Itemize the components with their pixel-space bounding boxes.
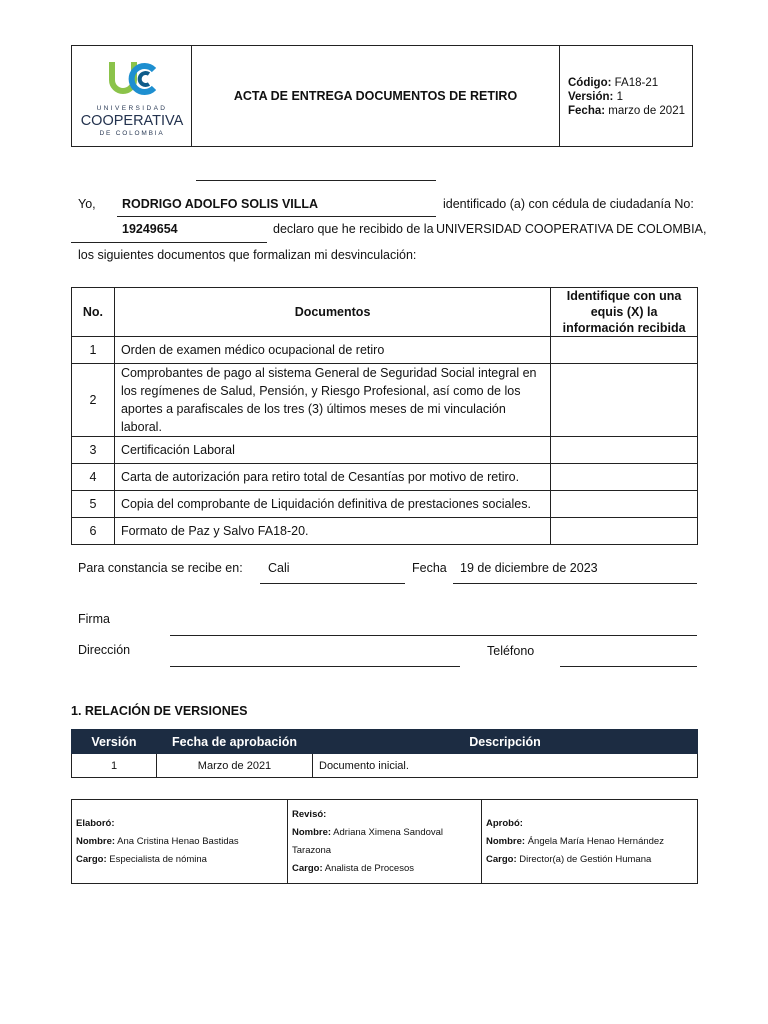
direccion-label: Dirección — [78, 643, 131, 657]
name-underline — [117, 216, 436, 217]
meta-version: Versión: 1 — [568, 91, 623, 103]
elaboro-title: Elaboró: — [76, 817, 115, 829]
table-row — [72, 337, 698, 364]
table-row — [72, 491, 698, 518]
aprobo-nombre: Nombre: Ángela María Henao Hernández — [486, 835, 664, 847]
employee-name[interactable]: RODRIGO ADOLFO SOLIS VILLA — [122, 197, 319, 211]
table-row — [72, 437, 698, 464]
versions-section-title: 1. RELACIÓN DE VERSIONES — [71, 704, 248, 718]
reviso-nombre: Nombre: Adriana Ximena Sandoval Tarazona — [292, 826, 444, 856]
reviso-cargo: Cargo: Analista de Procesos — [292, 862, 414, 874]
elaboro-nombre: Nombre: Ana Cristina Henao Bastidas — [76, 835, 239, 847]
logo-text-de-colombia: DE COLOMBIA — [99, 130, 165, 137]
documents-table — [71, 287, 698, 545]
row-number: 3 — [72, 437, 115, 464]
institution-name: UNIVERSIDAD COOPERATIVA DE COLOMBIA, — [436, 222, 707, 236]
firma-line[interactable] — [170, 635, 697, 636]
row-number: 5 — [72, 491, 115, 518]
table-row — [72, 464, 698, 491]
approval-table — [71, 799, 698, 884]
reviso-title: Revisó: — [292, 808, 327, 820]
col-fecha-aprobacion-header: Fecha de aprobación — [157, 730, 313, 754]
row-document: Certificación Laboral — [114, 437, 550, 464]
document-meta — [560, 46, 692, 146]
table-row — [72, 518, 698, 545]
row-mark-cell[interactable] — [551, 337, 698, 364]
cedula-underline — [71, 242, 267, 243]
fecha-aprobacion-cell: Marzo de 2021 — [157, 754, 313, 778]
col-descripcion-header: Descripción — [313, 730, 698, 754]
versions-table — [71, 729, 698, 778]
aprobo-cargo: Cargo: Director(a) de Gestión Humana — [486, 853, 652, 865]
elaboro-cell — [72, 800, 288, 884]
fecha-label: Fecha — [412, 561, 447, 575]
row-number: 4 — [72, 464, 115, 491]
direccion-line[interactable] — [170, 666, 460, 667]
city-field[interactable]: Cali — [268, 561, 290, 575]
elaboro-cargo: Cargo: Especialista de nómina — [76, 853, 207, 865]
col-mark-header: Identifique con una equis (X) la información recibida — [551, 288, 698, 337]
row-document: Orden de examen médico ocupacional de retiro — [114, 337, 550, 364]
col-version-header: Versión — [72, 730, 157, 754]
row-number: 2 — [72, 364, 115, 437]
logo-text-universidad: UNIVERSIDAD — [96, 105, 168, 112]
row-document: Carta de autorización para retiro total de Cesantías por motivo de retiro. — [114, 464, 550, 491]
ucc-logo-mark — [108, 60, 156, 100]
cedula-number[interactable]: 19249654 — [122, 222, 178, 236]
constancia-label: Para constancia se recibe en: — [78, 561, 243, 575]
row-document: Copia del comprobante de Liquidación definitiva de prestaciones sociales. — [114, 491, 550, 518]
row-mark-cell[interactable] — [551, 464, 698, 491]
table-row — [72, 364, 698, 437]
aprobo-cell — [482, 800, 698, 884]
name-top-line — [196, 180, 436, 181]
document-title: ACTA DE ENTREGA DOCUMENTOS DE RETIRO — [192, 46, 560, 146]
firma-label: Firma — [78, 612, 110, 626]
identificado-text: identificado (a) con cédula de ciudadanía No: — [443, 197, 694, 211]
approval-row — [72, 800, 698, 884]
telefono-label: Teléfono — [487, 644, 535, 658]
col-documentos-header: Documentos — [114, 288, 550, 337]
document-header — [71, 45, 693, 147]
row-document: Formato de Paz y Salvo FA18-20. — [114, 518, 550, 545]
row-mark-cell[interactable] — [551, 491, 698, 518]
reviso-cell — [288, 800, 482, 884]
meta-fecha: Fecha: marzo de 2021 — [568, 105, 685, 117]
university-logo — [72, 46, 192, 146]
row-mark-cell[interactable] — [551, 364, 698, 437]
telefono-line[interactable] — [560, 666, 697, 667]
city-underline — [260, 583, 405, 584]
table-row — [72, 754, 698, 778]
row-mark-cell[interactable] — [551, 437, 698, 464]
meta-codigo: Código: FA18-21 — [568, 77, 659, 89]
aprobo-title: Aprobó: — [486, 817, 523, 829]
fecha-field[interactable]: 19 de diciembre de 2023 — [460, 561, 598, 575]
row-number: 6 — [72, 518, 115, 545]
row-mark-cell[interactable] — [551, 518, 698, 545]
versions-header-row — [72, 730, 698, 754]
fecha-underline — [453, 583, 697, 584]
row-document: Comprobantes de pago al sistema General de Seguridad Social integral en los regímenes de Salud, Pensión, y Riesgo Profesional, así como de los aportes a parafiscales de los tres (3) últimos meses de mi vinculación laboral. — [114, 364, 550, 437]
row-number: 1 — [72, 337, 115, 364]
col-no-header: No. — [72, 288, 115, 337]
yo-label: Yo, — [78, 197, 96, 211]
version-cell: 1 — [72, 754, 157, 778]
logo-text-cooperativa: COOPERATIVA — [80, 113, 184, 129]
declaro-text: declaro que he recibido de la — [273, 222, 434, 236]
descripcion-cell: Documento inicial. — [313, 754, 698, 778]
documents-header-row — [72, 288, 698, 337]
documents-intro: los siguientes documentos que formalizan mi desvinculación: — [78, 248, 417, 262]
